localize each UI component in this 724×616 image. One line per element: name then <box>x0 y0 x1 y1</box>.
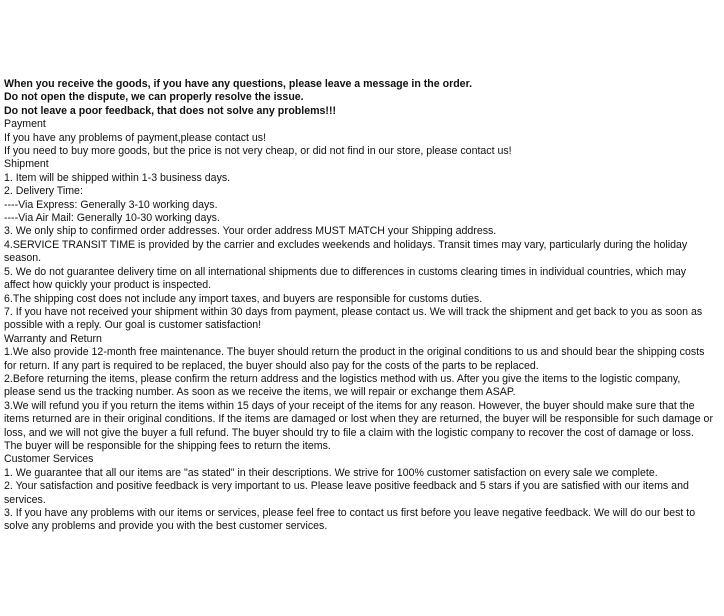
notice-line: When you receive the goods, if you have any questions, please leave a message in the order. <box>4 78 473 90</box>
section-heading-shipment: Shipment <box>4 158 49 171</box>
section-heading-customer-services: Customer Services <box>4 453 94 466</box>
warranty-line: 2.Before returning the items, please confirm the return address and the logistics method with us. After you give the items to the logistic company, please send us the tracking number. As soon as we receive the items, we will repair or exchange them ASAP. <box>4 372 681 399</box>
payment-line: If you have any problems of payment,please contact us! <box>4 131 267 144</box>
customer-services-line: 2. Your satisfaction and positive feedback is very important to us. Please leave positive feedback and 5 stars if you are satisfied with our items and services. <box>4 480 689 506</box>
section-heading-payment: Payment <box>4 118 46 131</box>
shipment-line: 7. If you have not received your shipment within 30 days from payment, please contact us. We will track the shipment and get back to you as soon as possible with a reply. Our goal is customer satisfaction! <box>4 305 703 332</box>
customer-services-line: 3. If you have any problems with our items or services, please feel free to contact us first before you leave negative feedback. We will do our best to solve any problems and provide you with the best customer services. <box>4 507 696 533</box>
shipment-line: 4.SERVICE TRANSIT TIME is provided by the carrier and excludes weekends and holidays. Transit times may vary, particularly during the holiday season. <box>4 238 688 265</box>
warranty-line: 1.We also provide 12-month free maintenance. The buyer should return the product in the original conditions to us and should bear the shipping costs for return. If any part is required to be replaced, the buyer should also pay for the costs of the parts to be replaced. <box>4 346 705 372</box>
shipment-line: ----Via Express: Generally 3-10 working days. <box>4 198 218 211</box>
shipment-line: 6.The shipping cost does not include any import taxes, and buyers are responsible for customs duties. <box>4 292 483 305</box>
payment-line: If you need to buy more goods, but the price is not very cheap, or did not find in our store, please contact us! <box>4 145 512 158</box>
notice-line: Do not leave a poor feedback, that does not solve any problems!!! <box>4 104 337 117</box>
shipment-line: 5. We do not guarantee delivery time on all international shipments due to differences in customs clearing times in individual countries, which may affect how quickly your product is inspected. <box>4 265 687 292</box>
shipment-line: 2. Delivery Time: <box>4 185 83 198</box>
notice-block <box>4 78 714 118</box>
customer-services-line: 1. We guarantee that all our items are "as stated" in their descriptions. We strive for 100% customer satisfaction on every sale we complete. <box>4 466 658 479</box>
shipment-line: 1. Item will be shipped within 1-3 business days. <box>4 171 231 184</box>
notice-line: Do not open the dispute, we can properly resolve the issue. <box>4 91 304 104</box>
shipment-section <box>4 158 714 332</box>
warranty-line: 3.We will refund you if you return the items within 15 days of your receipt of the items for any reason. However, the buyer should make sure that the items returned are in their original conditions. If the items are damaged or lost when they are returned, the buyer will be responsible for such damage or loss, and we will not give the buyer a full refund. The buyer should try to file a claim with the logistic company to recover the cost of damage or loss. The buyer will be responsible for the shipping fees to return the items. <box>4 399 713 452</box>
customer-services-section <box>4 453 714 533</box>
payment-section <box>4 118 714 158</box>
shipment-line: ----Via Air Mail: Generally 10-30 working days. <box>4 212 220 225</box>
policy-document <box>4 78 714 534</box>
warranty-section <box>4 333 714 454</box>
shipment-line: 3. We only ship to confirmed order addresses. Your order address MUST MATCH your Shipping address. <box>4 225 497 238</box>
section-heading-warranty: Warranty and Return <box>4 332 102 345</box>
